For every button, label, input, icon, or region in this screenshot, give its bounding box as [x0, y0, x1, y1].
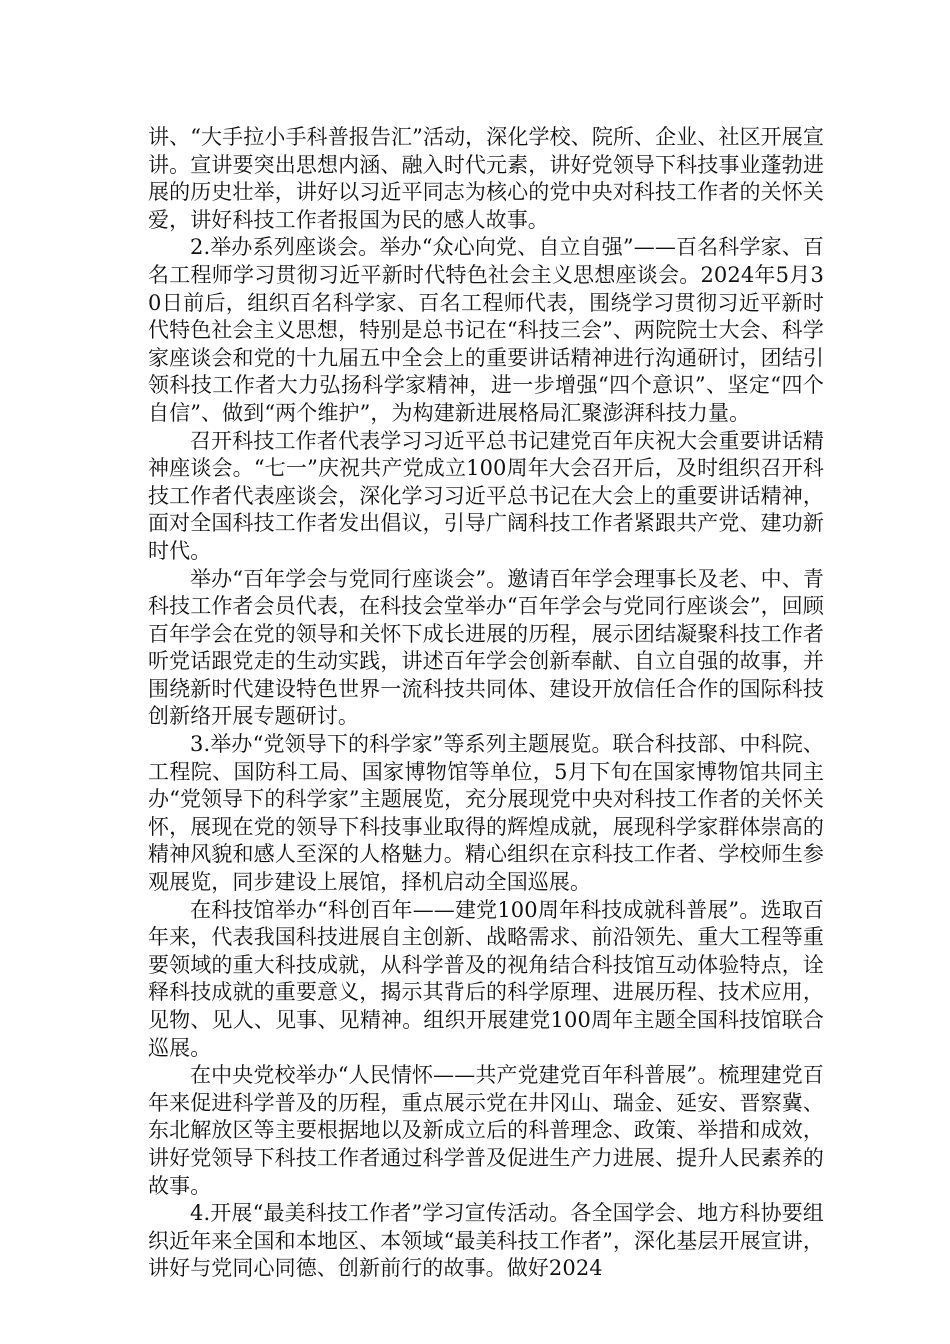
paragraph-3: 召开科技工作者代表学习习近平总书记建党百年庆祝大会重要讲话精神座谈会。“七一”庆祝共产党成立100周年大会召开后，及时组织召开科技工作者代表座谈会，深化学习习近平总书记在大会上的重要讲话精神，面对全国科技工作者发出倡议，引导广阔科技工作者紧跟共产党、建功新时代。	[148, 428, 824, 563]
paragraph-7: 在中央党校举办“人民情怀——共产党建党百年科普展”。梳理建党百年来促进科学普及的历程，重点展示党在井冈山、瑞金、延安、晋察冀、东北解放区等主要根据地以及新成立后的科普理念、政策、举措和成效，讲好党领导下科技工作者通过科学普及促进生产力进展、提升人民素养的故事。	[148, 1063, 824, 1198]
paragraph-6: 在科技馆举办“科创百年——建党100周年科技成就科普展”。选取百年来，代表我国科技进展自主创新、战略需求、前沿领先、重大工程等重要领域的重大科技成就，从科学普及的视角结合科技馆互动体验特点，诠释科技成就的重要意义，揭示其背后的科学原理、进展历程、技术应用，见物、见人、见事、见精神。组织开展建党100周年主题全国科技馆联合巡展。	[148, 897, 824, 1060]
document-page	[148, 124, 824, 1283]
paragraph-8: 4.开展“最美科技工作者”学习宣传活动。各全国学会、地方科协要组织近年来全国和本地区、本领域“最美科技工作者”，深化基层开展宣讲，讲好与党同心同德、创新前行的故事。做好2024	[148, 1201, 824, 1281]
paragraph-1: 讲、“大手拉小手科普报告汇”活动，深化学校、院所、企业、社区开展宣讲。宣讲要突出思想内涵、融入时代元素，讲好党领导下科技事业蓬勃进展的历史壮举，讲好以习近平同志为核心的党中央对科技工作者的关怀关爱，讲好科技工作者报国为民的感人故事。	[148, 125, 824, 232]
paragraph-2: 2.举办系列座谈会。举办“众心向党、自立自强”——百名科学家、百名工程师学习贯彻习近平新时代特色社会主义思想座谈会。2024年5月30日前后，组织百名科学家、百名工程师代表，围绕学习贯彻习近平新时代特色社会主义思想，特别是总书记在“科技三会”、两院院士大会、科学家座谈会和党的十九届五中全会上的重要讲话精神进行沟通研讨，团结引领科技工作者大力弘扬科学家精神，进一步增强“四个意识”、坚定“四个自信”、做到“两个维护”，为构建新进展格局汇聚澎湃科技力量。	[148, 235, 824, 425]
paragraph-4: 举办“百年学会与党同行座谈会”。邀请百年学会理事长及老、中、青科技工作者会员代表，在科技会堂举办“百年学会与党同行座谈会”，回顾百年学会在党的领导和关怀下成长进展的历程，展示团结凝聚科技工作者听党话跟党走的生动实践，讲述百年学会创新奉献、自立自强的故事，并围绕新时代建设特色世界一流科技共同体、建设开放信任合作的国际科技创新络开展专题研讨。	[148, 566, 824, 729]
paragraph-5: 3.举办“党领导下的科学家”等系列主题展览。联合科技部、中科院、工程院、国防科工局、国家博物馆等单位，5月下旬在国家博物馆共同主办“党领导下的科学家”主题展览，充分展现党中央对科技工作者的关怀关怀，展现在党的领导下科技事业取得的辉煌成就，展现科学家群体崇高的精神风貌和感人至深的人格魅力。精心组织在京科技工作者、学校师生参观展览，同步建设上展馆，择机启动全国巡展。	[148, 732, 824, 895]
